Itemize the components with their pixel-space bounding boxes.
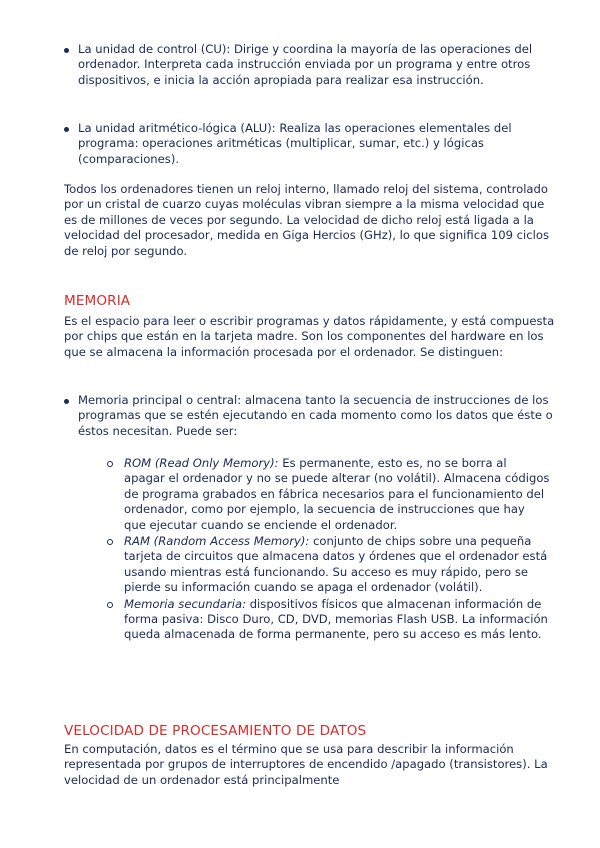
list-item bbox=[104, 597, 550, 643]
speed-heading: VELOCIDAD DE PROCESAMIENTO DE DATOS bbox=[64, 723, 367, 739]
memory-intro bbox=[64, 314, 560, 360]
circle-bullet-icon bbox=[107, 461, 113, 467]
secondary-memory-term: Memoria secundaria: bbox=[124, 596, 247, 611]
cu-bullet bbox=[64, 42, 560, 88]
clock-paragraph bbox=[64, 182, 560, 259]
bullet-dot-icon bbox=[64, 399, 69, 404]
ram-term: RAM (Random Access Memory): bbox=[124, 534, 310, 549]
list-item bbox=[104, 456, 550, 533]
alu-text: La unidad aritmético-lógica (ALU): Realiza las operaciones elementales del programa: operaciones aritméticas (multiplicar, sumar, etc.) y lógicas (comparaciones). bbox=[78, 121, 512, 166]
cu-text: La unidad de control (CU): Dirige y coordina la mayoría de las operaciones del ordenador. Interpreta cada instrucción enviada por un programa y entre otros dispositivos, e inicia la acción apropiada para realizar esa instrucción. bbox=[78, 42, 533, 87]
circle-bullet-icon bbox=[107, 602, 113, 608]
memory-heading: MEMORIA bbox=[64, 293, 131, 309]
alu-bullet bbox=[64, 121, 560, 167]
bullet-dot-icon bbox=[64, 48, 69, 53]
secondary-memory-description: dispositivos físicos que almacenan información de forma pasiva: Disco Duro, CD, DVD, memorias Flash USB. La información queda almacenada de forma permanente, pero su acceso es más lento. bbox=[124, 596, 548, 642]
ram-description: conjunto de chips sobre una pequeña tarjeta de circuitos que almacena datos y órdenes que el ordenador está usando mientras está funcionando. Su acceso es muy rápido, pero se pierde su información cuando se apaga el ordenador (volátil). bbox=[124, 534, 548, 595]
main-memory-text: Memoria principal o central: almacena tanto la secuencia de instrucciones de los programas que se estén ejecutando en cada momento como los datos que éste o éstos necesitan. Puede ser: bbox=[78, 393, 553, 438]
rom-description: Es permanente, esto es, no se borra al apagar el ordenador y no se puede alterar (no volátil). Almacena códigos de programa grabados en fábrica necesarios para el funcionamiento del ordenador, como por ejemplo, la secuencia de instrucciones que hay que ejecutar cuando se enciende el ordenador. bbox=[124, 456, 550, 532]
circle-bullet-icon bbox=[107, 539, 113, 545]
speed-text: En computación, datos es el término que se usa para describir la información representada por grupos de interruptores de encendido /apagado (transistores). La velocidad de un ordenador está principalmente bbox=[64, 742, 548, 787]
bullet-dot-icon bbox=[64, 127, 69, 132]
memory-types-list bbox=[104, 456, 550, 643]
clock-text: Todos los ordenadores tienen un reloj interno, llamado reloj del sistema, controlado por un cristal de cuarzo cuyas moléculas vibran siempre a la misma velocidad que es de millones de veces por segundo. La velocidad de dicho reloj está ligada a la velocidad del procesador, medida en Giga Hercios (GHz), lo que significa 109 ciclos de reloj por segundo. bbox=[64, 182, 549, 258]
list-item bbox=[104, 534, 550, 596]
main-memory-bullet bbox=[64, 393, 560, 439]
rom-term: ROM (Read Only Memory): bbox=[124, 456, 279, 470]
memory-intro-text: Es el espacio para leer o escribir programas y datos rápidamente, y está compuesta por chips que están en la tarjeta madre. Son los componentes del hardware en los que se almacena la información procesada por el ordenador. Se distinguen: bbox=[64, 314, 555, 359]
speed-paragraph bbox=[64, 742, 560, 788]
